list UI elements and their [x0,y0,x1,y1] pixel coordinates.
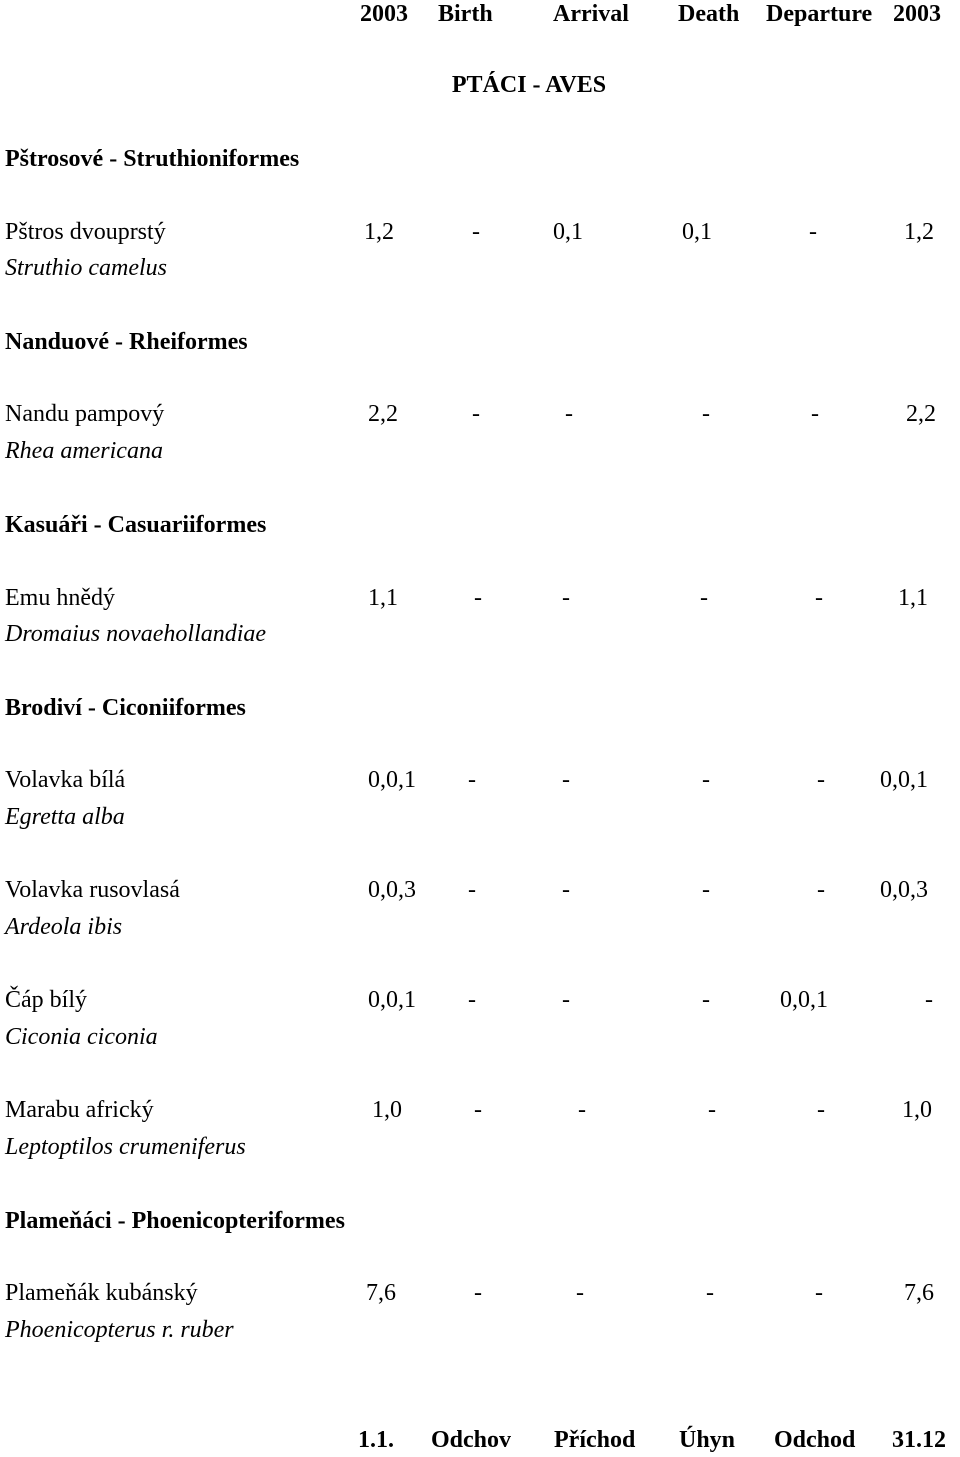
species-czech-name: Marabu africký [5,1097,154,1123]
species-czech-name: Volavka rusovlasá [5,877,180,903]
species-latin-name: Egretta alba [5,804,125,830]
value-death: 0,1 [682,219,712,245]
value-end: 0,0,1 [880,767,928,793]
value-start: 2,2 [368,401,398,427]
species-latin-name: Ardeola ibis [5,914,123,940]
species-latin-name: Leptoptilos crumeniferus [5,1134,246,1160]
species-latin-name: Phoenicopterus r. ruber [5,1317,234,1343]
species-latin-name: Ciconia ciconia [5,1024,158,1050]
header-col-start-year: 2003 [360,1,408,27]
species-latin-name: Struthio camelus [5,255,167,281]
value-start: 1,1 [368,585,398,611]
value-death: - [708,1097,716,1123]
value-departure: - [817,877,825,903]
footer-col-prichod: Příchod [554,1427,636,1453]
header-col-departure: Departure [766,1,873,27]
species-latin-name: Dromaius novaehollandiae [5,621,267,647]
value-birth: - [468,987,476,1013]
footer-col-start-date: 1.1. [358,1427,394,1453]
value-start: 0,0,3 [368,877,416,903]
species-czech-name: Plameňák kubánský [5,1280,198,1306]
value-birth: - [474,585,482,611]
value-end: 7,6 [904,1280,934,1306]
value-departure: - [815,585,823,611]
value-birth: - [474,1097,482,1123]
footer-col-odchov: Odchov [431,1427,512,1453]
footer-col-end-date: 31.12 [892,1427,946,1453]
order-heading: Plameňáci - Phoenicopteriformes [5,1208,345,1234]
value-end: 0,0,3 [880,877,928,903]
value-arrival: - [576,1280,584,1306]
order-heading: Kasuáři - Casuariiformes [5,512,267,538]
value-arrival: - [565,401,573,427]
header-col-death: Death [678,1,740,27]
header-col-birth: Birth [438,1,493,27]
value-death: - [702,401,710,427]
value-start: 1,0 [372,1097,402,1123]
species-latin-name: Rhea americana [5,438,163,464]
value-birth: - [472,219,480,245]
value-death: - [702,877,710,903]
value-arrival: - [562,585,570,611]
value-birth: - [472,401,480,427]
footer-col-uhyn: Úhyn [679,1427,736,1453]
value-birth: - [474,1280,482,1306]
value-death: - [706,1280,714,1306]
order-heading: Pštrosové - Struthioniformes [5,146,300,172]
order-heading: Brodiví - Ciconiiformes [5,695,246,721]
value-departure: - [815,1280,823,1306]
value-end: 2,2 [906,401,936,427]
value-arrival: - [562,767,570,793]
value-departure: - [817,767,825,793]
order-heading: Nanduové - Rheiformes [5,329,248,355]
value-departure: - [809,219,817,245]
value-arrival: - [578,1097,586,1123]
value-end: 1,0 [902,1097,932,1123]
species-czech-name: Emu hnědý [5,585,115,611]
value-death: - [702,987,710,1013]
value-birth: - [468,877,476,903]
footer-col-odchod: Odchod [774,1427,856,1453]
value-end: - [925,987,933,1013]
value-arrival: - [562,877,570,903]
value-arrival: 0,1 [553,219,583,245]
value-departure: - [817,1097,825,1123]
value-death: - [702,767,710,793]
species-czech-name: Volavka bílá [5,767,126,793]
value-end: 1,2 [904,219,934,245]
value-death: - [700,585,708,611]
species-czech-name: Čáp bílý [5,987,87,1013]
value-start: 0,0,1 [368,767,416,793]
value-departure: 0,0,1 [780,987,828,1013]
value-start: 1,2 [364,219,394,245]
value-end: 1,1 [898,585,928,611]
value-birth: - [468,767,476,793]
species-czech-name: Pštros dvouprstý [5,219,166,245]
value-start: 7,6 [366,1280,396,1306]
species-czech-name: Nandu pampový [5,401,165,427]
section-title: PTÁCI - AVES [451,72,607,98]
header-col-arrival: Arrival [553,1,629,27]
header-col-end-year: 2003 [893,1,941,27]
value-departure: - [811,401,819,427]
value-arrival: - [562,987,570,1013]
value-start: 0,0,1 [368,987,416,1013]
